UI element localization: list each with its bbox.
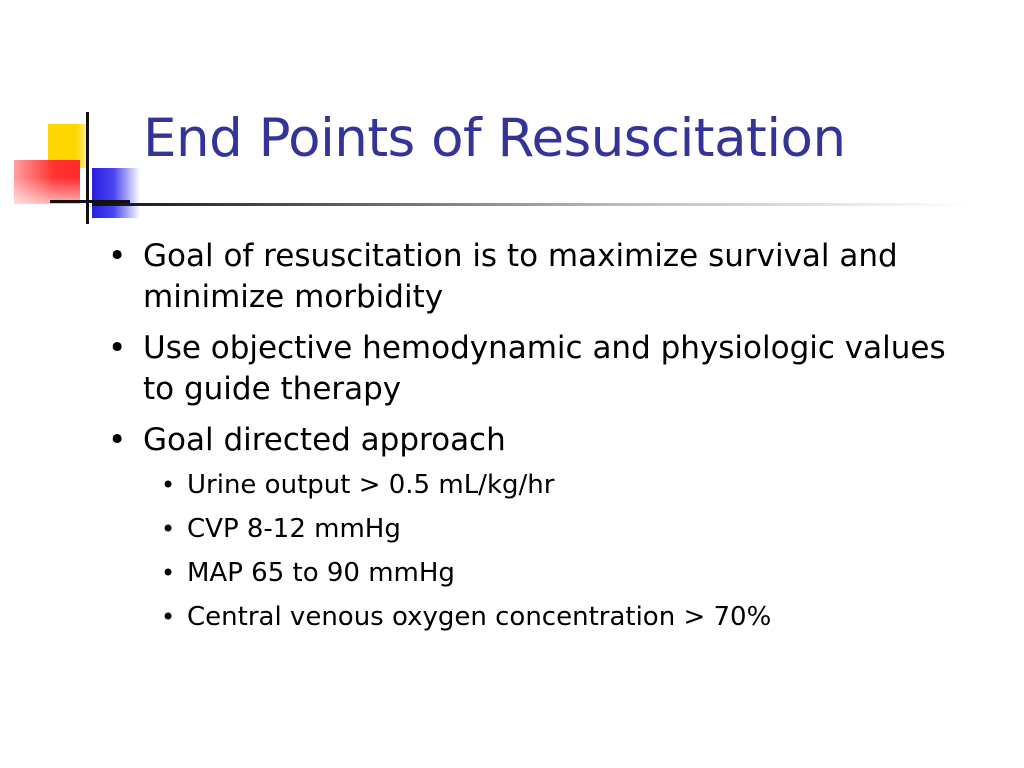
sub-bullet-icon: •: [161, 471, 176, 499]
title-underline: [92, 203, 972, 206]
bullet-icon: •: [108, 330, 127, 366]
sub-bullet-icon: •: [161, 559, 176, 587]
bullet-text: Use objective hemodynamic and physiologic values to guide therapy: [143, 330, 946, 407]
sub-bullet-text: Urine output > 0.5 mL/kg/hr: [187, 470, 555, 500]
logo-blue-square: [92, 168, 140, 218]
sub-bullet-item: [143, 599, 980, 635]
bullet-list: [100, 236, 980, 635]
bullet-icon: •: [108, 422, 127, 458]
sub-bullet-list: [143, 467, 980, 635]
sub-bullet-text: Central venous oxygen concentration > 70%: [187, 602, 772, 632]
bullet-text: Goal directed approach: [143, 422, 506, 458]
sub-bullet-item: [143, 511, 980, 547]
bullet-item: [100, 420, 980, 635]
logo-vertical-line: [86, 112, 89, 224]
sub-bullet-item: [143, 467, 980, 503]
sub-bullet-item: [143, 555, 980, 591]
bullet-item: [100, 328, 980, 410]
sub-bullet-text: MAP 65 to 90 mmHg: [187, 558, 455, 588]
logo-red-square-fade: [14, 160, 80, 204]
slide-body: [100, 236, 980, 645]
sub-bullet-icon: •: [161, 603, 176, 631]
sub-bullet-text: CVP 8-12 mmHg: [187, 514, 401, 544]
bullet-item: [100, 236, 980, 318]
bullet-icon: •: [108, 238, 127, 274]
bullet-text: Goal of resuscitation is to maximize survival and minimize morbidity: [143, 238, 898, 315]
slide-title: End Points of Resuscitation: [143, 108, 846, 169]
sub-bullet-icon: •: [161, 515, 176, 543]
slide-logo: [0, 0, 140, 230]
